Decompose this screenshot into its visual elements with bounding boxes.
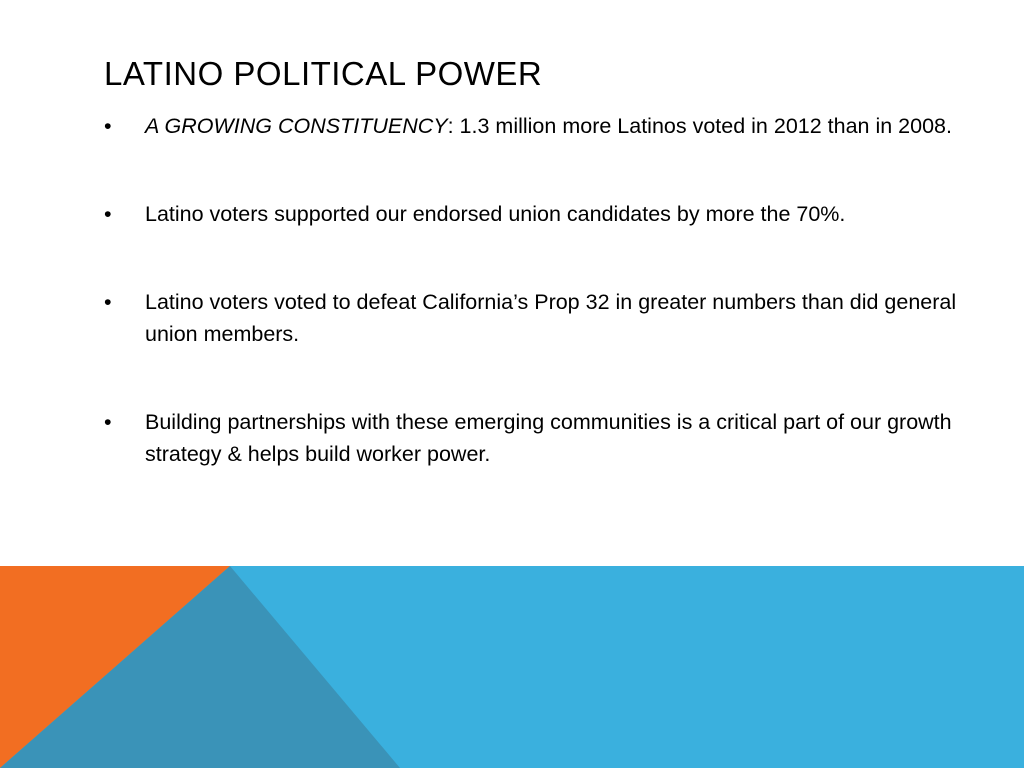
bullet-item-constituency <box>104 110 974 142</box>
slide-title: LATINO POLITICAL POWER <box>104 55 543 92</box>
bullet-text: Building partnerships with these emerging communities is a critical part of our growth strategy & helps build worker power. <box>145 410 952 466</box>
bullet-dot-icon: • <box>104 202 112 226</box>
bullet-text: : 1.3 million more Latinos voted in 2012 than in 2008. <box>447 114 952 138</box>
bullet-list <box>104 110 974 470</box>
decorative-footer-band <box>0 566 1024 768</box>
bullet-dot-icon: • <box>104 114 112 138</box>
bullet-item-prop-32 <box>104 286 974 350</box>
bullet-lead-text: A GROWING CONSTITUENCY <box>145 114 448 138</box>
bullet-item-endorsed-candidates <box>104 198 974 230</box>
bullet-dot-icon: • <box>104 410 112 434</box>
bullet-dot-icon: • <box>104 290 112 314</box>
bullet-item-partnerships <box>104 406 974 470</box>
bullet-text: Latino voters supported our endorsed union candidates by more the 70%. <box>145 202 846 226</box>
bullet-text: Latino voters voted to defeat California’s Prop 32 in greater numbers than did general union members. <box>145 290 957 346</box>
